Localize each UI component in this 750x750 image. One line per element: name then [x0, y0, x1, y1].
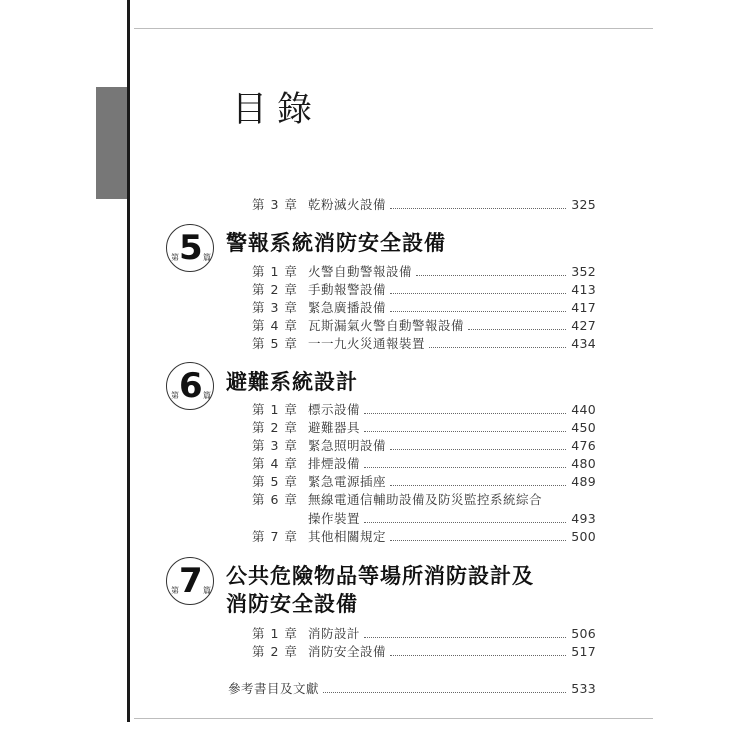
part-title-line2[interactable]: 消防安全設備: [226, 592, 358, 616]
toc-entry[interactable]: [252, 490, 596, 508]
chapter-number: 第 2 章: [252, 644, 298, 659]
page-number: 352: [571, 264, 596, 279]
toc-entry[interactable]: [252, 624, 596, 642]
chapter-title: 消防安全設備: [308, 644, 387, 659]
page-number: 506: [571, 626, 596, 641]
page-number: 517: [571, 644, 596, 659]
dot-leader: [390, 208, 566, 209]
chapter-number: 第 5 章: [252, 336, 298, 351]
toc-entry[interactable]: [252, 298, 596, 316]
part-badge: [166, 224, 214, 272]
page-number: 493: [571, 511, 596, 526]
chapter-number: 第 2 章: [252, 282, 298, 297]
page-number: 434: [571, 336, 596, 351]
chapter-title: 避難器具: [308, 420, 361, 435]
dot-leader: [390, 449, 566, 450]
toc-entry[interactable]: [252, 195, 596, 213]
part-badge: [166, 362, 214, 410]
page-number: 480: [571, 456, 596, 471]
chapter-title: 無線電通信輔助設備及防災監控系統綜合: [308, 492, 543, 507]
part-title[interactable]: 警報系統消防安全設備: [226, 231, 446, 255]
chapter-title: 火警自動警報設備: [308, 264, 413, 279]
chapter-title: 標示設備: [308, 402, 361, 417]
part-number: 7: [179, 561, 203, 601]
dot-leader: [429, 347, 566, 348]
page-number: 325: [571, 197, 596, 212]
page-number: 427: [571, 318, 596, 333]
part-number: 6: [179, 366, 203, 406]
page-number: 413: [571, 282, 596, 297]
chapter-number: 第 1 章: [252, 264, 298, 279]
dot-leader: [390, 655, 566, 656]
chapter-title: 其他相關規定: [308, 529, 387, 544]
chapter-title: 緊急電源插座: [308, 474, 387, 489]
chapter-title: 消防設計: [308, 626, 361, 641]
toc-entry[interactable]: [252, 418, 596, 436]
binding-edge: [127, 0, 130, 722]
dot-leader: [364, 431, 566, 432]
chapter-title: 乾粉滅火設備: [308, 197, 387, 212]
chapter-number: 第 3 章: [252, 197, 298, 212]
part-badge-prefix: 第: [171, 253, 179, 262]
dot-leader: [416, 275, 566, 276]
chapter-title: 緊急廣播設備: [308, 300, 387, 315]
toc-entry[interactable]: [252, 280, 596, 298]
dot-leader: [364, 467, 566, 468]
chapter-title-continued: 操作裝置: [308, 511, 361, 526]
part-title[interactable]: 公共危險物品等場所消防設計及: [226, 564, 534, 588]
bottom-rule: [134, 718, 653, 719]
part-title[interactable]: 避難系統設計: [226, 370, 358, 394]
part-badge-prefix: 第: [171, 586, 179, 595]
toc-entry-continued[interactable]: [252, 509, 596, 527]
page-title: 目錄: [232, 90, 323, 130]
chapter-title: 一一九火災通報裝置: [308, 336, 426, 351]
toc-entry[interactable]: [252, 316, 596, 334]
toc-entry[interactable]: [252, 472, 596, 490]
toc-entry[interactable]: [252, 400, 596, 418]
chapter-number: 第 2 章: [252, 420, 298, 435]
part-badge-suffix: 篇: [203, 586, 211, 595]
toc-entry[interactable]: [252, 262, 596, 280]
dot-leader: [468, 329, 566, 330]
chapter-number: 第 7 章: [252, 529, 298, 544]
part-badge-suffix: 篇: [203, 391, 211, 400]
dot-leader: [364, 413, 566, 414]
page-number: 489: [571, 474, 596, 489]
dot-leader: [323, 692, 566, 693]
page-number: 440: [571, 402, 596, 417]
chapter-number: 第 3 章: [252, 438, 298, 453]
page-number: 476: [571, 438, 596, 453]
page-number: 417: [571, 300, 596, 315]
chapter-number: 第 5 章: [252, 474, 298, 489]
part-badge-prefix: 第: [171, 391, 179, 400]
chapter-title: 緊急照明設備: [308, 438, 387, 453]
dot-leader: [390, 540, 566, 541]
chapter-number: 第 1 章: [252, 402, 298, 417]
part-number: 5: [179, 228, 203, 268]
chapter-number: 第 3 章: [252, 300, 298, 315]
chapter-title: 瓦斯漏氣火警自動警報設備: [308, 318, 465, 333]
page-number: 533: [571, 681, 596, 696]
top-rule: [134, 28, 653, 29]
dot-leader: [390, 293, 566, 294]
dot-leader: [390, 311, 566, 312]
chapter-number: 第 6 章: [252, 492, 298, 507]
toc-entry[interactable]: [252, 436, 596, 454]
dot-leader: [390, 485, 566, 486]
part-badge: [166, 557, 214, 605]
page-number: 450: [571, 420, 596, 435]
chapter-title: 手動報警設備: [308, 282, 387, 297]
chapter-title: 排煙設備: [308, 456, 361, 471]
chapter-number: 第 4 章: [252, 318, 298, 333]
chapter-number: 第 1 章: [252, 626, 298, 641]
toc-entry[interactable]: [252, 527, 596, 545]
section-tab: [96, 87, 127, 199]
part-badge-suffix: 篇: [203, 253, 211, 262]
toc-entry[interactable]: [252, 334, 596, 352]
toc-entry[interactable]: [252, 454, 596, 472]
toc-entry[interactable]: [252, 642, 596, 660]
chapter-number: 第 4 章: [252, 456, 298, 471]
toc-entry-references[interactable]: [228, 679, 596, 697]
references-title: 參考書目及文獻: [228, 681, 320, 696]
page-number: 500: [571, 529, 596, 544]
dot-leader: [364, 522, 566, 523]
dot-leader: [364, 637, 566, 638]
